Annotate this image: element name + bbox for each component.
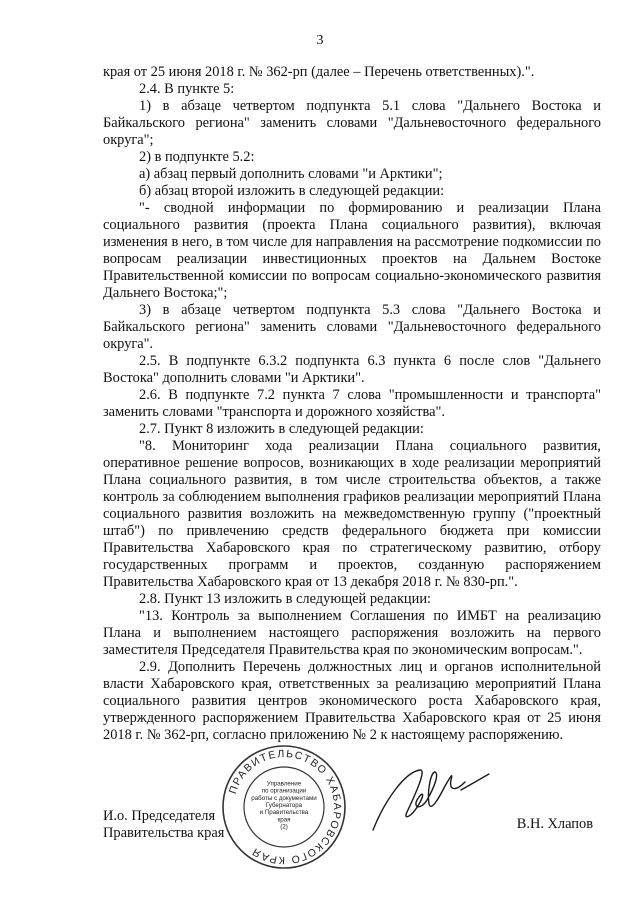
- document-paragraph: 2.5. В подпункте 6.3.2 подпункта 6.3 пункта 6 после слов "Дальнего Востока" дополнить словами "и Арктики".: [103, 353, 601, 386]
- document-paragraph: 1) в абзаце четвертом подпункта 5.1 слова "Дальнего Востока и Байкальского региона" заменить словами "Дальневосточного федерального округа";: [103, 98, 601, 148]
- document-paragraph: 3) в абзаце четвертом подпункта 5.3 слова "Дальнего Востока и Байкальского региона" заменить словами "Дальневосточного федерального округа".: [103, 302, 601, 352]
- document-paragraph: б) абзац второй изложить в следующей редакции:: [139, 183, 445, 199]
- document-body: [103, 64, 601, 744]
- document-paragraph: 2.6. В подпункте 7.2 пункта 7 слова "промышленности и транспорта" заменить словами "транспорта и дорожного хозяйства".: [103, 387, 601, 420]
- signatory-title: [103, 808, 224, 842]
- signatory-title-line: И.о. Председателя: [103, 808, 216, 824]
- stamp-inner-line: (2): [280, 823, 288, 831]
- stamp-inner-line: Управление: [266, 780, 302, 788]
- document-paragraph: "13. Контроль за выполнением Соглашения по ИМБТ на реализацию Плана и выполнением настоящего распоряжения возложить на первого заместителя Председателя Правительства края по экономическим вопросам.".: [103, 608, 601, 658]
- signatory-title-line: Правительства края: [103, 825, 225, 841]
- document-paragraph: а) абзац первый дополнить словами "и Арктики";: [139, 166, 443, 182]
- stamp-inner-line: и Правительства: [259, 809, 309, 817]
- document-paragraph: 2.9. Дополнить Перечень должностных лиц и органов исполнительной власти Хабаровского края, ответственных за реализацию мероприятий Плана социального развития центров экономического роста Хабаровского края, утвержденного распоряжением Правительства Хабаровского края от 25 июня 2018 г. № 362-рп, согласно приложению № 2 к настоящему распоряжению.: [103, 659, 601, 743]
- document-paragraph: 2.8. Пункт 13 изложить в следующей редакции:: [139, 591, 432, 607]
- page-number: 3: [316, 33, 324, 48]
- stamp-inner-line: края: [277, 816, 291, 824]
- signature-block: [103, 808, 601, 868]
- stamp-inner-line: Губернатора: [265, 802, 303, 809]
- signatory-name: В.Н. Хлапов: [516, 816, 593, 832]
- stamp-inner-line: работы с документами: [251, 794, 317, 802]
- document-paragraph: "8. Мониторинг хода реализации Плана социального развития, оперативное решение вопросов, возникающих в ходе реализации мероприятий Плана социального развития, в том числе строительства объектов, а также контроль за соблюдением выполнения графиков реализации мероприятий Плана социального развития возложить на межведомственную группу ("проектный штаб") по привлечению средств федерального бюджета при комиссии Правительства Хабаровского края по стратегическому развитию, отбору государственных программ и проектов, созданную распоряжением Правительства Хабаровского края от 13 декабря 2018 г. № 830-рп.".: [103, 438, 601, 590]
- document-paragraph: 2) в подпункте 5.2:: [139, 149, 255, 165]
- document-paragraph: "- сводной информации по формированию и реализации Плана социального развития (проекта Плана социального развития), включая изменения в него, в том числе для направления на рассмотрение подкомиссии по вопросам реализации инвестиционных проектов на Дальнем Востоке Правительственной комиссии по вопросам социально-экономического развития Дальнего Востока;";: [103, 200, 601, 301]
- document-paragraph: 2.7. Пункт 8 изложить в следующей редакции:: [139, 421, 424, 437]
- document-paragraph: 2.4. В пункте 5:: [139, 81, 235, 97]
- document-paragraph: края от 25 июня 2018 г. № 362-рп (далее – Перечень ответственных).".: [103, 64, 535, 80]
- stamp-inner-line: по организации: [261, 787, 307, 795]
- stamp-outer-text: ПРАВИТЕЛЬСТВО ХАБАРОВСКОГО КРАЯ: [226, 747, 344, 867]
